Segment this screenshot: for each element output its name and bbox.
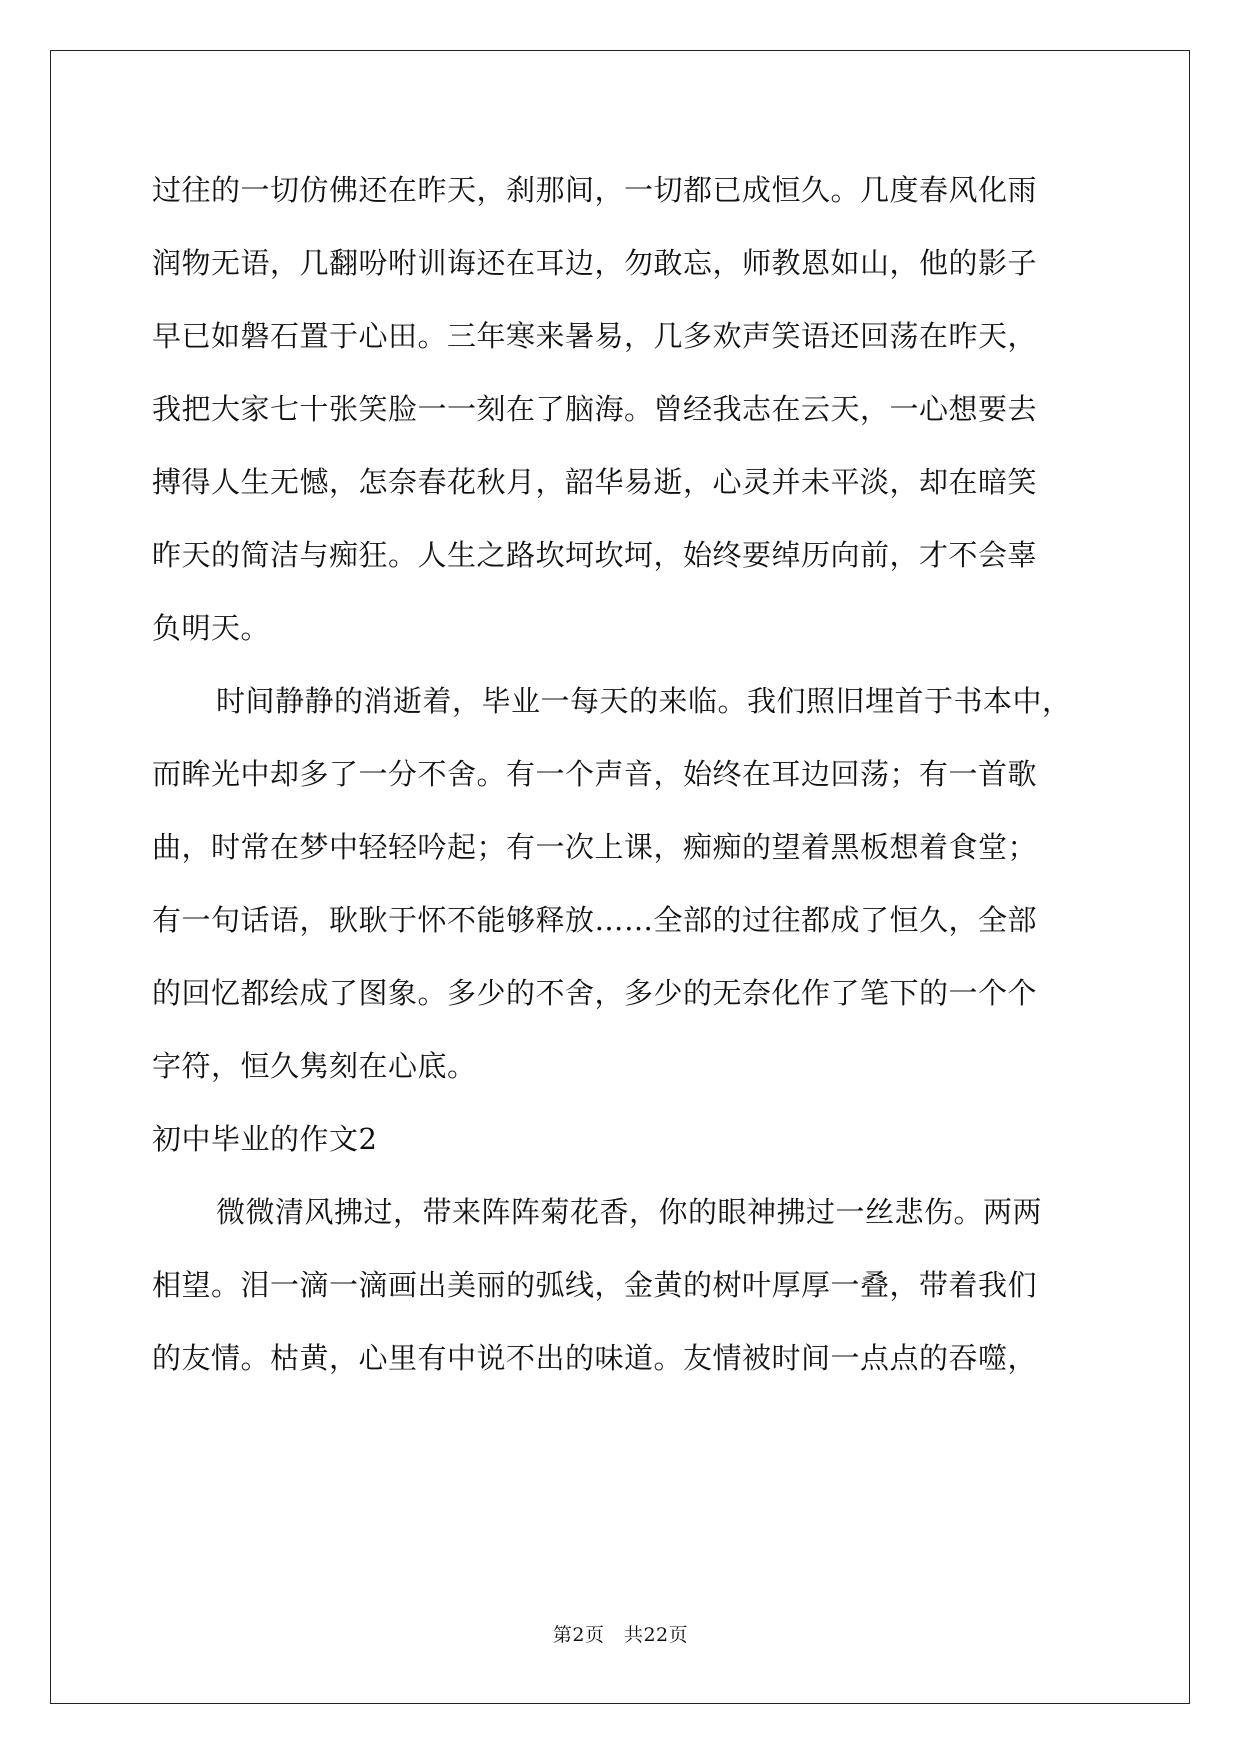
page-number: 第2页 共22页 <box>552 1624 689 1646</box>
paragraph-line: 字符，恒久隽刻在心底。 <box>152 1049 477 1083</box>
paragraph-line: 早已如磐石置于心田。三年寒来暑易，几多欢声笑语还回荡在昨天， <box>152 319 1038 353</box>
paragraph-line: 我把大家七十张笑脸一一刻在了脑海。曾经我志在云天，一心想要去 <box>152 392 1038 426</box>
paragraph-line: 负明天。 <box>152 611 271 645</box>
paragraph-line: 微微清风拂过，带来阵阵菊花香，你的眼神拂过一丝悲伤。两两 <box>216 1195 1043 1229</box>
section-heading: 初中毕业的作文2 <box>152 1122 378 1156</box>
paragraph-line: 的友情。枯黄，心里有中说不出的味道。友情被时间一点点的吞噬， <box>152 1341 1038 1375</box>
paragraph-line: 相望。泪一滴一滴画出美丽的弧线，金黄的树叶厚厚一叠，带着我们 <box>152 1268 1038 1302</box>
paragraph-line: 时间静静的消逝着，毕业一每天的来临。我们照旧埋首于书本中， <box>216 684 1072 718</box>
paragraph-line: 而眸光中却多了一分不舍。有一个声音，始终在耳边回荡；有一首歌 <box>152 757 1038 791</box>
paragraph-line: 曲，时常在梦中轻轻吟起；有一次上课，痴痴的望着黑板想着食堂； <box>152 830 1038 864</box>
paragraph-line: 搏得人生无憾，怎奈春花秋月，韶华易逝，心灵并未平淡，却在暗笑 <box>152 465 1038 499</box>
page-border <box>50 50 1190 1704</box>
paragraph-line: 润物无语，几翻吩咐训诲还在耳边，勿敢忘，师教恩如山，他的影子 <box>152 246 1038 280</box>
paragraph-line: 的回忆都绘成了图象。多少的不舍，多少的无奈化作了笔下的一个个 <box>152 976 1038 1010</box>
paragraph-line: 过往的一切仿佛还在昨天，刹那间，一切都已成恒久。几度春风化雨 <box>152 173 1038 207</box>
paragraph-line: 昨天的简洁与痴狂。人生之路坎坷坎坷，始终要绰历向前，才不会辜 <box>152 538 1038 572</box>
paragraph-line: 有一句话语，耿耿于怀不能够释放……全部的过往都成了恒久，全部 <box>152 903 1038 937</box>
